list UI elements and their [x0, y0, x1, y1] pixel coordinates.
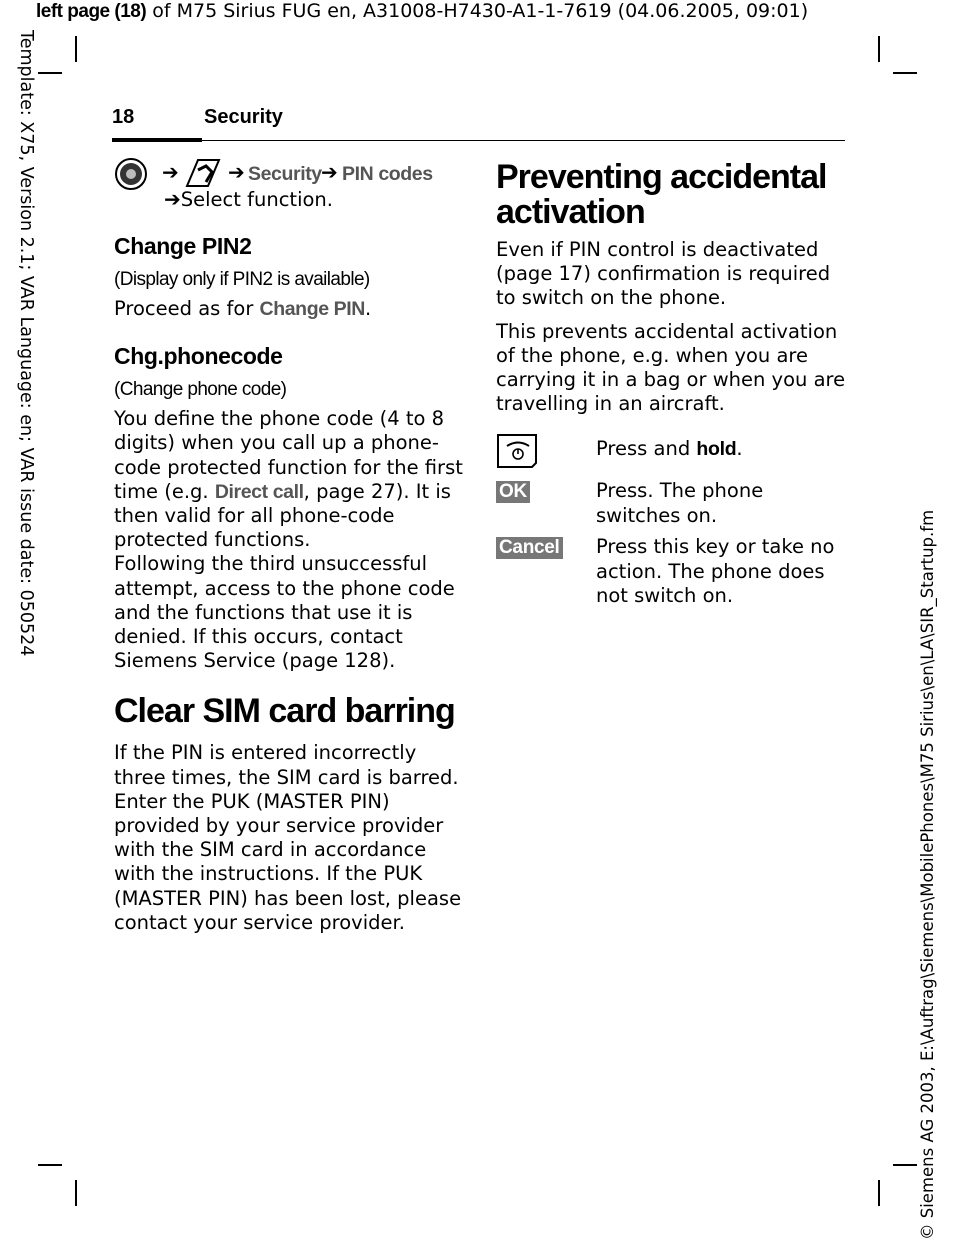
- chg-phonecode-text: [114, 407, 464, 552]
- crop-mark: [38, 1164, 62, 1166]
- crop-mark: [38, 72, 62, 74]
- side-template-info: [16, 30, 36, 710]
- crop-mark: [75, 1180, 77, 1206]
- change-pin-link: Change PIN: [259, 298, 365, 320]
- change-pin2-note: (Display only if PIN2 is available): [114, 269, 370, 290]
- chg-phonecode-text-a: You define the phone code (4 to 8 digits) when you call up a phone-code protected function for the first time (e.g.: [114, 407, 463, 503]
- change-pin2-text-a: Proceed as for: [114, 297, 260, 320]
- crop-mark: [878, 36, 880, 62]
- end-key-text-b: .: [736, 437, 743, 461]
- running-head: [36, 0, 808, 23]
- menu-path-pin-codes: PIN codes: [342, 163, 433, 185]
- arrow-icon: ➔: [228, 160, 245, 184]
- right-column: [496, 160, 846, 623]
- crop-mark: [878, 1180, 880, 1206]
- change-pin2-text-b: .: [364, 297, 372, 320]
- hold-text: hold: [696, 438, 737, 461]
- arrow-icon: ➔: [164, 187, 181, 211]
- arrow-icon: ➔: [162, 160, 179, 184]
- left-column: [114, 160, 464, 935]
- side-copyright-text: © Siemens AG 2003, E:\Auftrag\Siemens\MobilePhones\M75 Sirius\en\LA\SIR_Startup.fm: [918, 509, 937, 1240]
- chg-phonecode-text-2: Following the third unsuccessful attempt, access to the phone code and the functions that use it is denied. If this occurs, contact Siemens Service (page 128).: [114, 552, 455, 673]
- crop-mark: [75, 36, 77, 62]
- preventing-text-2: This prevents accidental activation of the phone, e.g. when you are carrying it in a bag or when you are travelling in an aircraft.: [496, 319, 846, 416]
- header-rule: [112, 140, 845, 141]
- menu-path-security: Security: [248, 163, 322, 185]
- cancel-key-text: Press this key or take no action. The phone does not switch on.: [596, 535, 835, 607]
- preventing-text-1: Even if PIN control is deactivated (page 17) confirmation is required to switch on the phone.: [496, 238, 831, 310]
- cancel-softkey: Cancel: [496, 537, 563, 559]
- running-head-rest: of M75 Sirius FUG en, A31008-H7430-A1-1-7619 (04.06.2005, 09:01): [146, 0, 809, 22]
- chg-phonecode-heading: Chg.phonecode: [114, 343, 283, 370]
- end-key-text-a: Press and: [596, 437, 697, 461]
- menu-path: [114, 160, 464, 210]
- side-template-text: Template: X75, Version 2.1; VAR Language: en; VAR issue date: 050524: [16, 30, 36, 657]
- crop-mark: [893, 1164, 917, 1166]
- crop-mark: [893, 72, 917, 74]
- select-function-text: Select function.: [180, 188, 333, 211]
- change-pin2-text: [114, 297, 464, 321]
- end-key-icon: [496, 433, 540, 469]
- clear-sim-text: If the PIN is entered incorrectly three times, the SIM card is barred. Enter the PUK (MASTER PIN) provided by your service provider with the SIM card in accordance with the instructions. If the PUK (MASTER PIN) has been lost, please contact your service provider.: [114, 741, 462, 934]
- ok-softkey: OK: [496, 481, 530, 503]
- menu-key-icon: [114, 158, 150, 192]
- change-pin2-heading: Change PIN2: [114, 233, 252, 259]
- key-table: [496, 433, 846, 623]
- section-title: Security: [204, 106, 283, 128]
- key-row-end-text: [596, 437, 846, 461]
- clear-sim-section: [114, 694, 464, 935]
- chg-phonecode-note: (Change phone code): [114, 379, 287, 401]
- chg-phonecode-section: [114, 342, 464, 673]
- page-number: 18: [112, 106, 135, 128]
- ok-key-text: Press. The phone switches on.: [596, 479, 764, 527]
- side-copyright-info: [918, 509, 942, 1240]
- settings-tool-icon: [184, 156, 224, 188]
- chg-phonecode-text-b: , page 27). It is then valid for all phone-code protected functions.: [114, 479, 451, 552]
- direct-call-link: Direct call: [214, 480, 304, 503]
- clear-sim-heading: Clear SIM card barring: [114, 692, 455, 731]
- arrow-icon: ➔: [321, 160, 338, 184]
- change-pin2-section: [114, 232, 464, 321]
- preventing-activation-heading: Preventing accidental activation: [496, 158, 827, 231]
- running-head-bold: left page (18): [36, 1, 147, 22]
